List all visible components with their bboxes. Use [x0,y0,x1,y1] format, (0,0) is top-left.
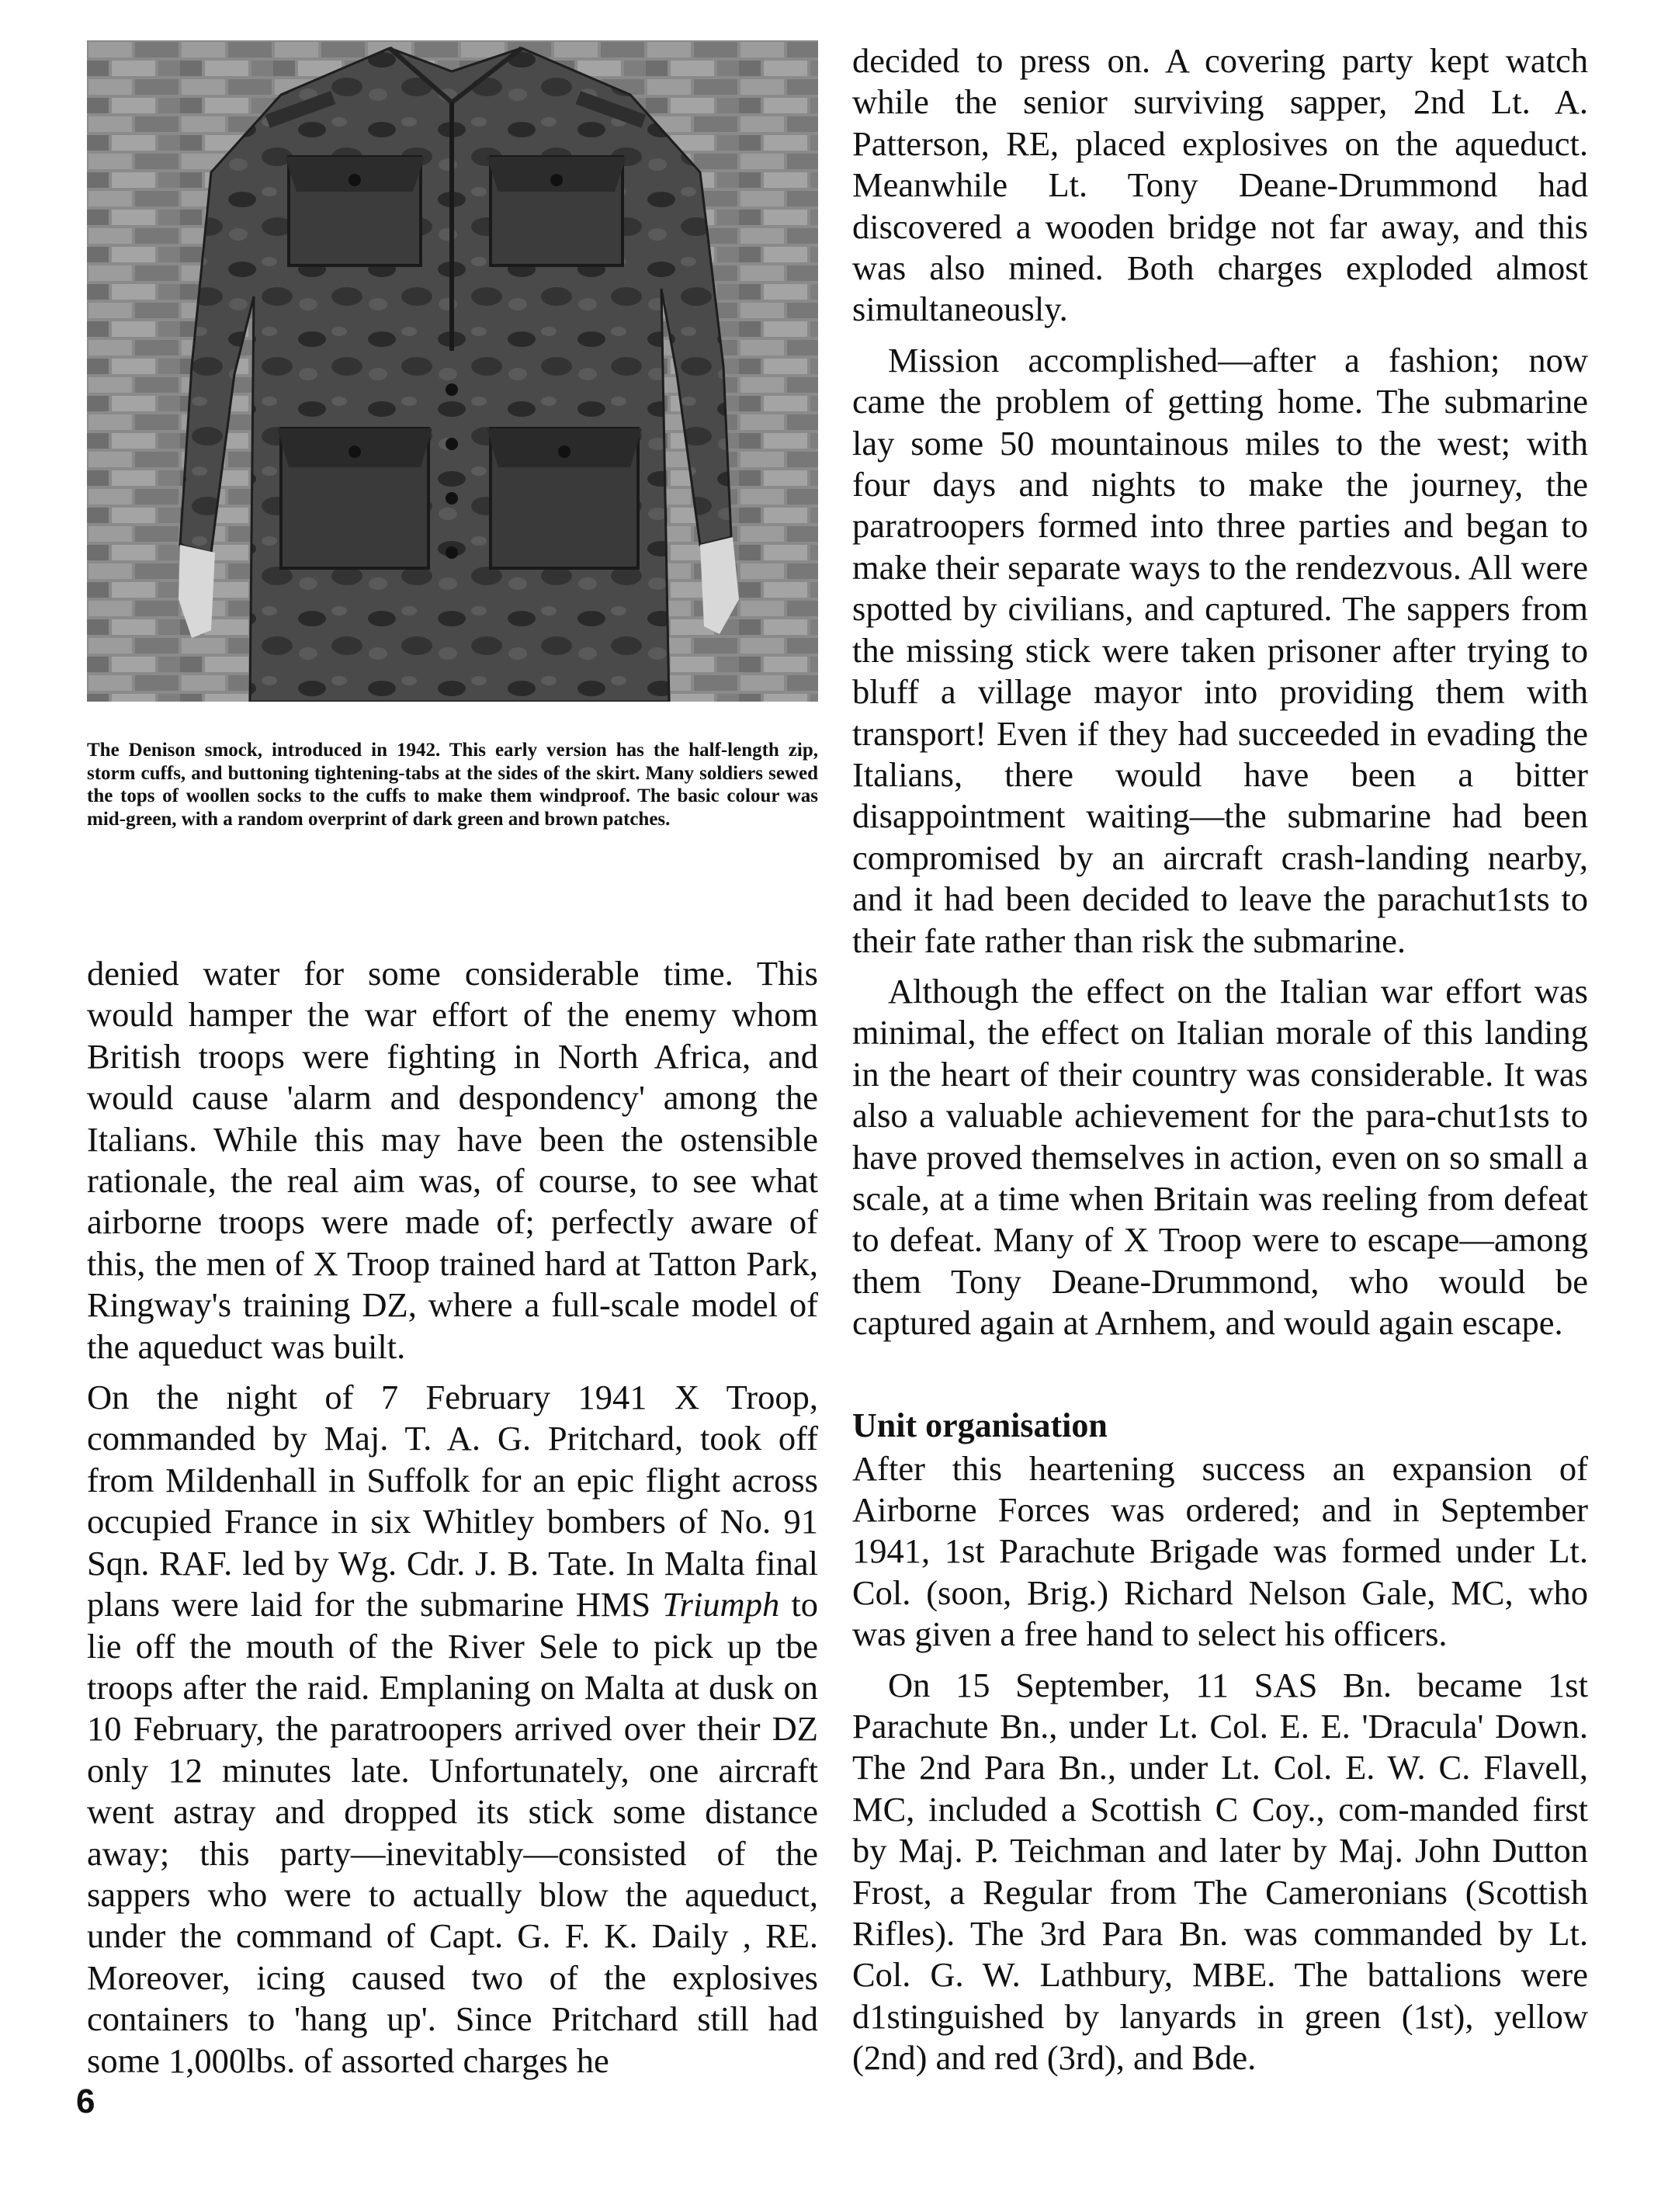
left-column [87,953,818,2082]
ship-name: Triumph [662,1585,780,1624]
page-number: 6 [76,2082,95,2120]
right-paragraph-1: decided to press on. A covering party kept watch while the senior surviving sapper, 2nd Lt. A. Patterson, RE, placed explosives on the aqueduct. Meanwhile Lt. Tony Deane-Drummond had discovered a wooden bridge not far away, and this was also mined. Both charges exploded almost simultaneously. [852,41,1588,329]
left-paragraph-2-start: On the night of 7 February 1941 X Troop, commanded by Maj. T. A. G. Pritchard, took off from Mildenhall in Suffolk for an epic flight across occupied France in six Whitley bombers of No. 91 Sqn. RAF. led by Wg. Cdr. J. B. Tate. In Malta final plans were laid for the submarine HMS [87,1378,818,1624]
left-paragraph-2 [87,1377,818,2082]
right-column [852,40,1588,2079]
smock-illustration [87,40,818,702]
left-paragraph-2-end: to lie off the mouth of the River Sele to pick up tbe troops after the raid. Emplaning on Malta at dusk on 10 February, the paratroopers arrived over their DZ only 12 minutes late. Unfortunately, one aircraft went astray and dropped its stick some distance away; this party—inevitably—consisted of the sappers who were to actually blow the aqueduct, under the command of Capt. G. F. K. Daily , RE. Moreover, icing caused two of the explosives containers to 'hang up'. Since Pritchard still had some 1,000lbs. of assorted charges he [87,1585,818,2080]
section-heading: Unit organisation [852,1406,1108,1444]
right-paragraph-5: On 15 September, 11 SAS Bn. became 1st Parachute Bn., under Lt. Col. E. E. 'Dracula' Down. The 2nd Para Bn., under Lt. Col. E. W. C. Flavell, MC, included a Scottish C Coy., com-manded first by Maj. P. Teichman and later by Maj. John Dutton Frost, a Regular from The Cameronians (Scottish Rifles). The 3rd Para Bn. was commanded by Lt. Col. G. W. Lathbury, MBE. The battalions were d1stinguished by lanyards in green (1st), yellow (2nd) and red (3rd), and Bde. [852,1665,1588,2078]
denison-smock-photo [87,40,818,702]
left-paragraph-1: denied water for some considerable time. This would hamper the war effort of the enemy whom British troops were fighting in North Africa, and would cause 'alarm and despondency' among the Italians. While this may have been the ostensible rationale, the real aim was, of course, to see what airborne troops were made of; perfectly aware of this, the men of X Troop trained hard at Tatton Park, Ringway's training DZ, where a full-scale model of the aqueduct was built. [87,954,818,1366]
right-paragraph-4: After this heartening success an expansion of Airborne Forces was ordered; and in September 1941, 1st Parachute Brigade was formed under Lt. Col. (soon, Brig.) Richard Nelson Gale, MC, who was given a free hand to select his officers. [852,1448,1588,1654]
photo-caption: The Denison smock, introduced in 1942. This early version has the half-length zip, storm cuffs, and buttoning tightening-tabs at the sides of the skirt. Many soldiers sewed the tops of woollen socks to the cuffs to make them windproof. The basic colour was mid-green, with a random overprint of dark green and brown patches. [87,740,818,830]
right-paragraph-2: Mission accomplished—after a fashion; now came the problem of getting home. The submarine lay some 50 mountainous miles to the west; with four days and nights to make the journey, the paratroopers formed into three parties and began to make their separate ways to the rendezvous. All were spotted by civilians, and captured. The sappers from the missing stick were taken prisoner after trying to bluff a village mayor into providing them with transport! Even if they had succeeded in evading the Italians, there would have been a bitter disappointment waiting—the submarine had been compromised by an aircraft crash-landing nearby, and it had been decided to leave the parachut1sts to their fate rather than risk the submarine. [852,340,1588,960]
right-paragraph-3: Although the effect on the Italian war effort was minimal, the effect on Italian morale of this landing in the heart of their country was considerable. It was also a valuable achievement for the para-chut1sts to have proved themselves in action, even on so small a scale, at a time when Britain was reeling from defeat to defeat. Many of X Troop were to escape—among them Tony Deane-Drummond, who would be captured again at Arnhem, and would again escape. [852,971,1588,1343]
